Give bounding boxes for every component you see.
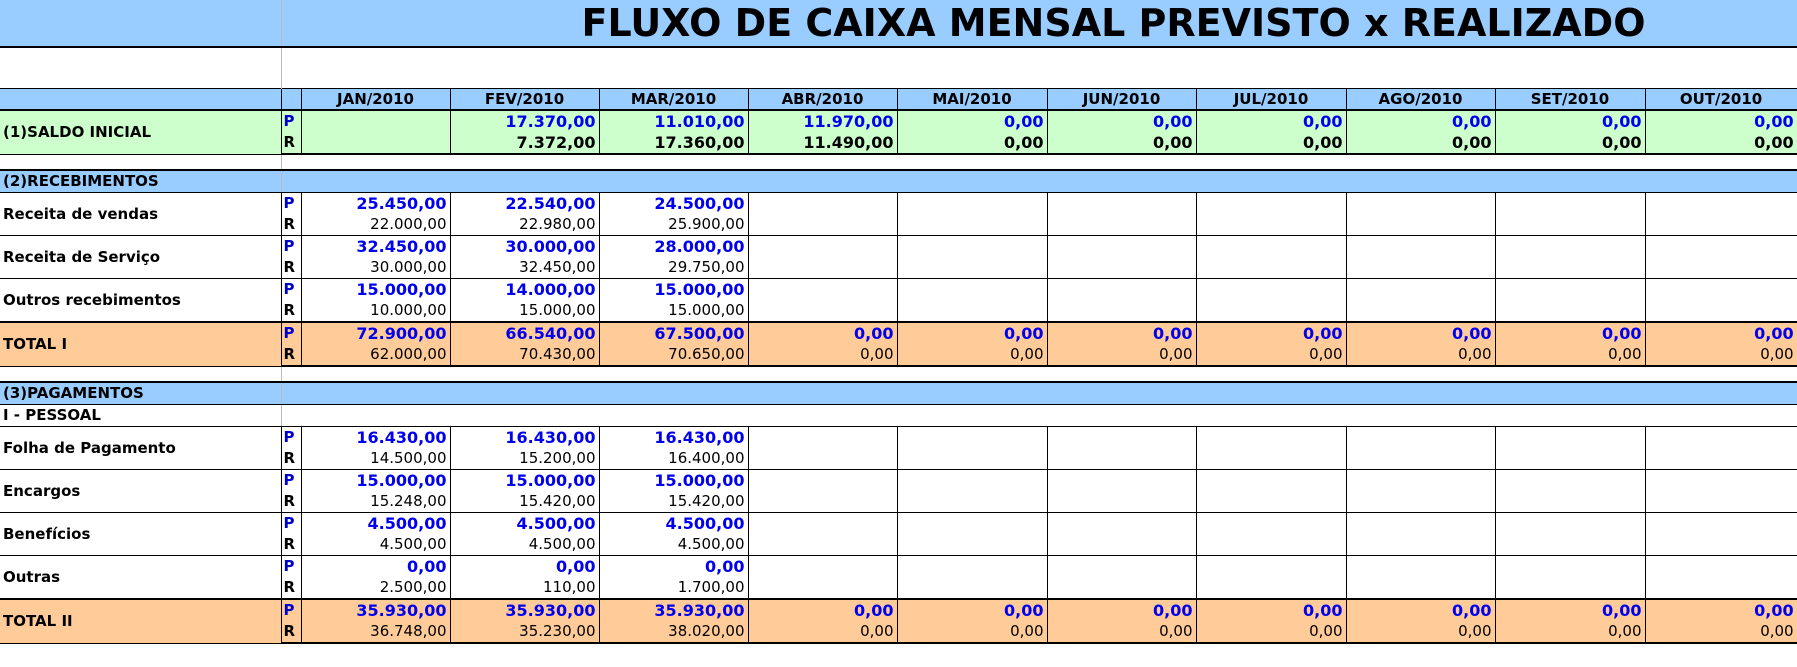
value-cell[interactable]: 0,00 xyxy=(1346,132,1495,154)
value-cell[interactable]: 0,00 xyxy=(748,322,897,344)
value-cell[interactable] xyxy=(301,110,450,132)
value-cell[interactable]: 0,00 xyxy=(1495,110,1645,132)
value-cell[interactable] xyxy=(748,556,897,578)
value-cell[interactable]: 0,00 xyxy=(1645,621,1797,643)
realizado-marker: R xyxy=(281,621,301,643)
value-cell[interactable] xyxy=(748,257,897,279)
row-label: Outros recebimentos xyxy=(0,279,281,323)
row-previsto xyxy=(0,193,1797,215)
month-header: OUT/2010 xyxy=(1645,89,1797,111)
value-cell[interactable] xyxy=(897,448,1047,470)
value-cell[interactable] xyxy=(1346,534,1495,556)
value-cell[interactable]: 16.430,00 xyxy=(301,427,450,449)
value-cell[interactable]: 70.650,00 xyxy=(599,344,748,366)
value-cell[interactable] xyxy=(748,236,897,258)
value-cell[interactable] xyxy=(1047,556,1196,578)
value-cell[interactable]: 28.000,00 xyxy=(599,236,748,258)
row-label: Folha de Pagamento xyxy=(0,427,281,470)
value-cell[interactable] xyxy=(1346,513,1495,535)
value-cell[interactable]: 0,00 xyxy=(1047,344,1196,366)
value-cell[interactable] xyxy=(748,513,897,535)
value-cell[interactable] xyxy=(1196,214,1346,236)
value-cell[interactable]: 0,00 xyxy=(1645,344,1797,366)
value-cell[interactable] xyxy=(1645,577,1797,599)
value-cell[interactable] xyxy=(1645,491,1797,513)
title-left-cell xyxy=(0,0,281,47)
blank-cell xyxy=(0,47,281,89)
value-cell[interactable]: 25.450,00 xyxy=(301,193,450,215)
value-cell[interactable] xyxy=(1645,300,1797,322)
value-cell[interactable]: 1.700,00 xyxy=(599,577,748,599)
value-cell[interactable]: 0,00 xyxy=(1495,322,1645,344)
section-label: (3)PAGAMENTOS xyxy=(0,382,281,405)
value-cell[interactable]: 0,00 xyxy=(897,132,1047,154)
value-cell[interactable] xyxy=(1346,470,1495,492)
value-cell[interactable]: 0,00 xyxy=(897,621,1047,643)
value-cell[interactable] xyxy=(1047,257,1196,279)
value-cell[interactable] xyxy=(1495,236,1645,258)
value-cell[interactable]: 0,00 xyxy=(1196,621,1346,643)
value-cell[interactable] xyxy=(1495,300,1645,322)
value-cell[interactable] xyxy=(1495,257,1645,279)
header-pr-cell xyxy=(281,89,301,111)
value-cell[interactable]: 0,00 xyxy=(1495,344,1645,366)
value-cell[interactable]: 70.430,00 xyxy=(450,344,599,366)
value-cell[interactable]: 0,00 xyxy=(1645,599,1797,621)
previsto-marker: P xyxy=(281,193,301,215)
value-cell[interactable]: 4.500,00 xyxy=(301,534,450,556)
value-cell[interactable]: 14.000,00 xyxy=(450,279,599,301)
value-cell[interactable]: 0,00 xyxy=(1047,621,1196,643)
value-cell[interactable]: 0,00 xyxy=(897,110,1047,132)
spacer-cell xyxy=(0,366,281,382)
spacer-row xyxy=(0,366,1797,382)
value-cell[interactable]: 0,00 xyxy=(1047,110,1196,132)
previsto-marker: P xyxy=(281,599,301,621)
value-cell[interactable] xyxy=(1047,534,1196,556)
value-cell[interactable]: 4.500,00 xyxy=(450,513,599,535)
value-cell[interactable]: 0,00 xyxy=(1346,110,1495,132)
value-cell[interactable] xyxy=(1645,448,1797,470)
value-cell[interactable]: 15.000,00 xyxy=(599,300,748,322)
value-cell[interactable]: 0,00 xyxy=(897,344,1047,366)
value-cell[interactable]: 15.000,00 xyxy=(599,279,748,301)
value-cell[interactable] xyxy=(1645,427,1797,449)
month-header: FEV/2010 xyxy=(450,89,599,111)
value-cell[interactable] xyxy=(1196,470,1346,492)
value-cell[interactable] xyxy=(748,300,897,322)
value-cell[interactable]: 72.900,00 xyxy=(301,322,450,344)
value-cell[interactable] xyxy=(1495,577,1645,599)
month-header: MAR/2010 xyxy=(599,89,748,111)
value-cell[interactable] xyxy=(1495,470,1645,492)
value-cell[interactable]: 4.500,00 xyxy=(599,534,748,556)
previsto-marker: P xyxy=(281,427,301,449)
month-header: SET/2010 xyxy=(1495,89,1645,111)
spacer-cell xyxy=(281,366,1797,382)
value-cell[interactable]: 15.000,00 xyxy=(450,470,599,492)
value-cell[interactable]: 0,00 xyxy=(748,621,897,643)
value-cell[interactable]: 22.540,00 xyxy=(450,193,599,215)
value-cell[interactable] xyxy=(1047,427,1196,449)
value-cell[interactable] xyxy=(748,448,897,470)
value-cell[interactable] xyxy=(897,279,1047,301)
spacer-cell xyxy=(0,154,281,170)
value-cell[interactable]: 0,00 xyxy=(1495,621,1645,643)
value-cell[interactable]: 0,00 xyxy=(748,599,897,621)
row-label: Encargos xyxy=(0,470,281,513)
month-header: AGO/2010 xyxy=(1346,89,1495,111)
value-cell[interactable] xyxy=(1495,279,1645,301)
value-cell[interactable] xyxy=(1346,279,1495,301)
value-cell[interactable] xyxy=(1047,470,1196,492)
value-cell[interactable]: 0,00 xyxy=(897,599,1047,621)
value-cell[interactable]: 36.748,00 xyxy=(301,621,450,643)
row-label: Benefícios xyxy=(0,513,281,556)
realizado-marker: R xyxy=(281,491,301,513)
value-cell[interactable]: 30.000,00 xyxy=(301,257,450,279)
value-cell[interactable]: 67.500,00 xyxy=(599,322,748,344)
row-previsto xyxy=(0,556,1797,578)
month-header: JUN/2010 xyxy=(1047,89,1196,111)
realizado-marker: R xyxy=(281,257,301,279)
value-cell[interactable]: 17.370,00 xyxy=(450,110,599,132)
value-cell[interactable] xyxy=(1196,236,1346,258)
row-previsto xyxy=(0,599,1797,621)
value-cell[interactable] xyxy=(1196,193,1346,215)
value-cell[interactable]: 2.500,00 xyxy=(301,577,450,599)
value-cell[interactable] xyxy=(1346,214,1495,236)
value-cell[interactable]: 15.000,00 xyxy=(301,470,450,492)
value-cell[interactable] xyxy=(1495,214,1645,236)
value-cell[interactable]: 35.930,00 xyxy=(301,599,450,621)
value-cell[interactable] xyxy=(1645,534,1797,556)
value-cell[interactable] xyxy=(1196,448,1346,470)
value-cell[interactable]: 15.420,00 xyxy=(599,491,748,513)
value-cell[interactable] xyxy=(1495,491,1645,513)
row-label: Receita de Serviço xyxy=(0,236,281,279)
value-cell[interactable]: 0,00 xyxy=(1495,599,1645,621)
value-cell[interactable] xyxy=(748,577,897,599)
value-cell[interactable] xyxy=(748,214,897,236)
value-cell[interactable]: 0,00 xyxy=(748,344,897,366)
value-cell[interactable]: 4.500,00 xyxy=(450,534,599,556)
title-row xyxy=(0,0,1797,47)
month-header: MAI/2010 xyxy=(897,89,1047,111)
value-cell[interactable]: 0,00 xyxy=(1047,599,1196,621)
realizado-marker: R xyxy=(281,300,301,322)
row-previsto xyxy=(0,110,1797,132)
value-cell[interactable]: 4.500,00 xyxy=(599,513,748,535)
realizado-marker: R xyxy=(281,132,301,154)
value-cell[interactable] xyxy=(1495,193,1645,215)
value-cell[interactable]: 35.930,00 xyxy=(599,599,748,621)
value-cell[interactable]: 15.420,00 xyxy=(450,491,599,513)
value-cell[interactable]: 0,00 xyxy=(1196,599,1346,621)
value-cell[interactable] xyxy=(897,470,1047,492)
value-cell[interactable]: 29.750,00 xyxy=(599,257,748,279)
value-cell[interactable] xyxy=(1645,556,1797,578)
value-cell[interactable] xyxy=(1645,470,1797,492)
row-previsto xyxy=(0,279,1797,301)
value-cell[interactable] xyxy=(1645,513,1797,535)
value-cell[interactable] xyxy=(1047,513,1196,535)
row-previsto xyxy=(0,322,1797,344)
value-cell[interactable]: 22.000,00 xyxy=(301,214,450,236)
row-previsto xyxy=(0,427,1797,449)
value-cell[interactable]: 32.450,00 xyxy=(450,257,599,279)
value-cell[interactable] xyxy=(897,513,1047,535)
value-cell[interactable]: 24.500,00 xyxy=(599,193,748,215)
section-fill xyxy=(281,170,1797,193)
spacer-row xyxy=(0,154,1797,170)
value-cell[interactable]: 15.248,00 xyxy=(301,491,450,513)
value-cell[interactable] xyxy=(748,279,897,301)
value-cell[interactable] xyxy=(1346,448,1495,470)
row-previsto xyxy=(0,513,1797,535)
value-cell[interactable] xyxy=(1047,236,1196,258)
month-header-row xyxy=(0,89,1797,111)
value-cell[interactable]: 38.020,00 xyxy=(599,621,748,643)
blank-cell xyxy=(281,47,1797,89)
realizado-marker: R xyxy=(281,344,301,366)
value-cell[interactable] xyxy=(897,193,1047,215)
row-label: TOTAL II xyxy=(0,599,281,643)
value-cell[interactable] xyxy=(1047,193,1196,215)
value-cell[interactable] xyxy=(1196,427,1346,449)
value-cell[interactable]: 0,00 xyxy=(1047,132,1196,154)
value-cell[interactable] xyxy=(897,556,1047,578)
value-cell[interactable] xyxy=(1047,214,1196,236)
realizado-marker: R xyxy=(281,577,301,599)
value-cell[interactable]: 66.540,00 xyxy=(450,322,599,344)
value-cell[interactable] xyxy=(1495,513,1645,535)
value-cell[interactable] xyxy=(1196,491,1346,513)
value-cell[interactable]: 4.500,00 xyxy=(301,513,450,535)
value-cell[interactable] xyxy=(1346,491,1495,513)
value-cell[interactable] xyxy=(1495,427,1645,449)
value-cell[interactable] xyxy=(1346,577,1495,599)
previsto-marker: P xyxy=(281,556,301,578)
value-cell[interactable]: 15.000,00 xyxy=(301,279,450,301)
month-header: ABR/2010 xyxy=(748,89,897,111)
sheet-title: FLUXO DE CAIXA MENSAL PREVISTO x REALIZADO xyxy=(281,0,1797,47)
subsection-header xyxy=(0,405,1797,427)
row-previsto xyxy=(0,236,1797,258)
value-cell[interactable] xyxy=(1047,577,1196,599)
value-cell[interactable]: 0,00 xyxy=(1346,599,1495,621)
value-cell[interactable] xyxy=(897,534,1047,556)
value-cell[interactable]: 10.000,00 xyxy=(301,300,450,322)
value-cell[interactable] xyxy=(1346,257,1495,279)
value-cell[interactable]: 0,00 xyxy=(450,556,599,578)
value-cell[interactable]: 0,00 xyxy=(1645,322,1797,344)
header-label-cell xyxy=(0,89,281,111)
value-cell[interactable]: 32.450,00 xyxy=(301,236,450,258)
value-cell[interactable] xyxy=(301,132,450,154)
value-cell[interactable] xyxy=(1196,556,1346,578)
value-cell[interactable] xyxy=(748,193,897,215)
value-cell[interactable] xyxy=(897,577,1047,599)
value-cell[interactable]: 0,00 xyxy=(1346,621,1495,643)
value-cell[interactable]: 35.230,00 xyxy=(450,621,599,643)
value-cell[interactable] xyxy=(1196,279,1346,301)
value-cell[interactable]: 14.500,00 xyxy=(301,448,450,470)
value-cell[interactable] xyxy=(748,491,897,513)
value-cell[interactable]: 0,00 xyxy=(1495,132,1645,154)
value-cell[interactable]: 0,00 xyxy=(599,556,748,578)
value-cell[interactable] xyxy=(897,214,1047,236)
value-cell[interactable]: 17.360,00 xyxy=(599,132,748,154)
value-cell[interactable]: 16.430,00 xyxy=(450,427,599,449)
value-cell[interactable] xyxy=(1047,491,1196,513)
value-cell[interactable] xyxy=(1495,534,1645,556)
previsto-marker: P xyxy=(281,470,301,492)
value-cell[interactable]: 0,00 xyxy=(1047,322,1196,344)
value-cell[interactable] xyxy=(1196,577,1346,599)
value-cell[interactable]: 15.200,00 xyxy=(450,448,599,470)
value-cell[interactable]: 0,00 xyxy=(897,322,1047,344)
value-cell[interactable] xyxy=(897,427,1047,449)
value-cell[interactable]: 11.490,00 xyxy=(748,132,897,154)
value-cell[interactable] xyxy=(1346,427,1495,449)
realizado-marker: R xyxy=(281,534,301,556)
value-cell[interactable] xyxy=(897,300,1047,322)
subsection-label: I - PESSOAL xyxy=(0,405,281,427)
section-header xyxy=(0,170,1797,193)
subsection-fill xyxy=(281,405,1797,427)
value-cell[interactable] xyxy=(1346,236,1495,258)
value-cell[interactable] xyxy=(1495,448,1645,470)
value-cell[interactable]: 11.010,00 xyxy=(599,110,748,132)
section-fill xyxy=(281,382,1797,405)
value-cell[interactable]: 7.372,00 xyxy=(450,132,599,154)
spacer-cell xyxy=(281,154,1797,170)
row-previsto xyxy=(0,470,1797,492)
value-cell[interactable] xyxy=(1346,300,1495,322)
previsto-marker: P xyxy=(281,279,301,301)
value-cell[interactable]: 0,00 xyxy=(1196,110,1346,132)
month-header: JUL/2010 xyxy=(1196,89,1346,111)
value-cell[interactable]: 35.930,00 xyxy=(450,599,599,621)
realizado-marker: R xyxy=(281,214,301,236)
value-cell[interactable] xyxy=(1196,534,1346,556)
value-cell[interactable]: 62.000,00 xyxy=(301,344,450,366)
value-cell[interactable] xyxy=(1346,556,1495,578)
value-cell[interactable]: 0,00 xyxy=(1196,344,1346,366)
value-cell[interactable] xyxy=(1047,300,1196,322)
value-cell[interactable]: 0,00 xyxy=(301,556,450,578)
value-cell[interactable] xyxy=(1645,214,1797,236)
value-cell[interactable] xyxy=(1346,193,1495,215)
previsto-marker: P xyxy=(281,322,301,344)
row-label: TOTAL I xyxy=(0,322,281,366)
value-cell[interactable]: 15.000,00 xyxy=(599,470,748,492)
value-cell[interactable]: 16.430,00 xyxy=(599,427,748,449)
value-cell[interactable]: 11.970,00 xyxy=(748,110,897,132)
value-cell[interactable]: 22.980,00 xyxy=(450,214,599,236)
value-cell[interactable]: 0,00 xyxy=(1196,322,1346,344)
value-cell[interactable] xyxy=(1495,556,1645,578)
blank-row xyxy=(0,47,1797,89)
value-cell[interactable] xyxy=(748,470,897,492)
value-cell[interactable]: 25.900,00 xyxy=(599,214,748,236)
previsto-marker: P xyxy=(281,513,301,535)
previsto-marker: P xyxy=(281,110,301,132)
value-cell[interactable]: 0,00 xyxy=(1346,344,1495,366)
value-cell[interactable] xyxy=(1047,448,1196,470)
value-cell[interactable]: 15.000,00 xyxy=(450,300,599,322)
row-label: Outras xyxy=(0,556,281,600)
value-cell[interactable] xyxy=(1645,193,1797,215)
row-label: (1)SALDO INICIAL xyxy=(0,110,281,154)
value-cell[interactable] xyxy=(1645,257,1797,279)
value-cell[interactable] xyxy=(748,427,897,449)
realizado-marker: R xyxy=(281,448,301,470)
value-cell[interactable] xyxy=(897,491,1047,513)
previsto-marker: P xyxy=(281,236,301,258)
value-cell[interactable]: 0,00 xyxy=(1645,132,1797,154)
value-cell[interactable]: 30.000,00 xyxy=(450,236,599,258)
value-cell[interactable] xyxy=(897,236,1047,258)
month-header: JAN/2010 xyxy=(301,89,450,111)
section-label: (2)RECEBIMENTOS xyxy=(0,170,281,193)
value-cell[interactable]: 0,00 xyxy=(1196,132,1346,154)
value-cell[interactable]: 16.400,00 xyxy=(599,448,748,470)
value-cell[interactable] xyxy=(1196,300,1346,322)
value-cell[interactable]: 0,00 xyxy=(1645,110,1797,132)
value-cell[interactable]: 0,00 xyxy=(1346,322,1495,344)
value-cell[interactable] xyxy=(1645,236,1797,258)
value-cell[interactable] xyxy=(1645,279,1797,301)
value-cell[interactable] xyxy=(1047,279,1196,301)
value-cell[interactable] xyxy=(1196,257,1346,279)
row-label: Receita de vendas xyxy=(0,193,281,236)
value-cell[interactable] xyxy=(897,257,1047,279)
value-cell[interactable]: 110,00 xyxy=(450,577,599,599)
value-cell[interactable] xyxy=(748,534,897,556)
section-header xyxy=(0,382,1797,405)
value-cell[interactable] xyxy=(1196,513,1346,535)
